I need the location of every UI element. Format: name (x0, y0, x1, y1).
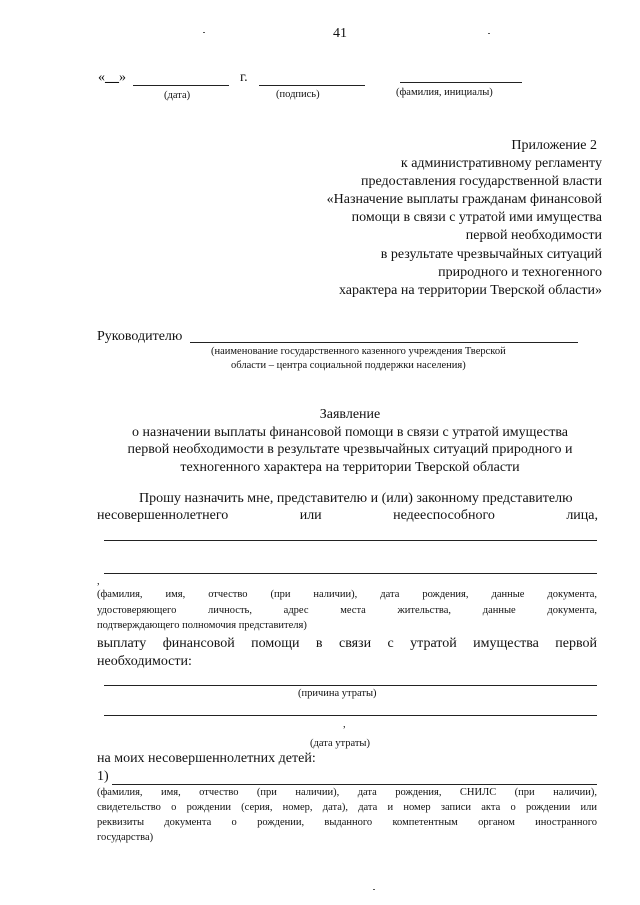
scan-speck (488, 33, 490, 34)
page-number: 41 (333, 26, 347, 41)
date-loss-caption: (дата утраты) (310, 738, 370, 749)
applicant-comma: , (97, 576, 100, 587)
quote-open: « (98, 70, 105, 85)
statement-subtitle (80, 424, 620, 476)
appendix-block (182, 137, 602, 300)
appendix-line: первой необходимости (465, 228, 602, 244)
applicant-blank-line-1 (104, 540, 597, 541)
year-suffix: г. (240, 70, 248, 85)
statement-subtitle-line: о назначении выплаты финансовой помощи в связи с утратой имущества (132, 425, 568, 440)
quote-close: » (119, 70, 126, 85)
applicant-caption-line2: удостоверяющего личность, адрес места жительства, данные документа, (97, 605, 597, 616)
applicant-blank-line-2 (104, 573, 597, 574)
scan-speck (203, 32, 205, 33)
signature-blank-line (259, 85, 365, 86)
appendix-line: в результате чрезвычайных ситуаций (380, 246, 602, 262)
statement-subtitle-line: техногенного характера на территории Тверской области (180, 459, 520, 475)
date-caption: (дата) (164, 90, 191, 101)
scan-speck (373, 889, 375, 890)
applicant-caption-line3: подтверждающего полномочия представителя) (97, 620, 307, 631)
children-intro: на моих несовершеннолетних детей: (97, 751, 316, 766)
name-caption: (фамилия, инициалы) (396, 87, 493, 98)
request-line1: Прошу назначить мне, представителю и (или) законному представителю (139, 491, 573, 506)
reason-caption: (причина утраты) (298, 688, 377, 699)
addressee-caption-line2: области – центра социальной поддержки населения) (231, 360, 466, 371)
addressee-caption-line1: (наименование государственного казенного учреждения Тверской (211, 346, 506, 357)
statement-title: Заявление (319, 407, 381, 422)
reason-blank-line (104, 685, 597, 686)
signature-caption: (подпись) (276, 89, 320, 100)
name-blank-line (400, 82, 522, 83)
applicant-caption-line1: (фамилия, имя, отчество (при наличии), дата рождения, данные документа, (97, 589, 597, 600)
child-caption-line1: (фамилия, имя, отчество (при наличии), дата рождения, СНИЛС (при наличии), (97, 787, 597, 798)
appendix-line: помощи в связи с утратой ими имущества (351, 210, 602, 226)
addressee-label: Руководителю (97, 329, 183, 344)
appendix-line: «Назначение выплаты гражданам финансовой (326, 192, 602, 208)
child-caption-line2: свидетельство о рождении (серия, номер, дата), дата и номер записи акта о рождении или (97, 802, 597, 813)
payment-line1: выплату финансовой помощи в связи с утратой имущества первой (97, 636, 597, 651)
appendix-line: к административному регламенту (400, 156, 602, 172)
child-number: 1) (97, 769, 109, 784)
date-blank-line (133, 85, 229, 86)
appendix-line: характера на территории Тверской области» (338, 282, 602, 298)
child-caption-line4: государства) (97, 832, 154, 843)
appendix-line: Приложение 2 (511, 138, 597, 153)
payment-line2: необходимости: (97, 654, 192, 669)
statement-subtitle-line: первой необходимости в результате чрезвычайных ситуаций природного и (127, 442, 573, 458)
child-blank-line (112, 784, 597, 785)
quote-blank: __ (105, 70, 119, 85)
date-loss-blank-line (104, 715, 597, 716)
request-line2: несовершеннолетнего или недееспособного лица, (97, 508, 598, 523)
date-quote-open (98, 70, 126, 86)
addressee-blank-line (190, 342, 578, 343)
child-caption-line3: реквизиты документа о рождении, выданного компетентным органом иностранного (97, 817, 597, 828)
appendix-line: предоставления государственной власти (361, 174, 602, 190)
date-loss-comma: , (343, 719, 346, 730)
appendix-line: природного и техногенного (438, 264, 602, 280)
